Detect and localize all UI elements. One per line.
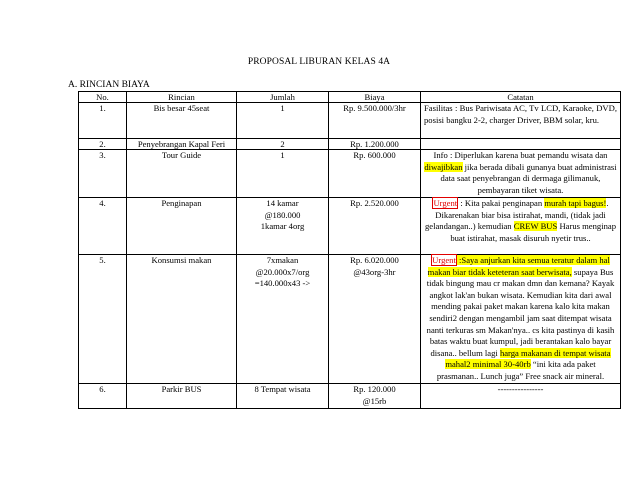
cell-no: 5.: [79, 255, 127, 384]
cell-rincian: Konsumsi makan: [127, 255, 237, 384]
jumlah-line: =140.000x43 ->: [254, 278, 311, 289]
cell-catatan: Fasilitas : Bus Pariwisata AC, Tv LCD, Karaoke, DVD, posisi bangku 2-2, charger Driver, BBM solar, kru.: [421, 103, 621, 139]
biaya-line: Rp. 6.020.000: [350, 255, 399, 265]
cell-catatan: [421, 255, 621, 384]
highlight-text: diwajibkan: [424, 161, 463, 172]
jumlah-line: 7xmakan: [266, 255, 299, 265]
cell-rincian: Penyebrangan Kapal Feri: [127, 139, 237, 150]
cell-no: 1.: [79, 103, 127, 139]
cell-rincian: Bis besar 45seat: [127, 103, 237, 139]
cell-jumlah: 1: [237, 150, 329, 198]
cell-jumlah: 2: [237, 139, 329, 150]
cell-catatan: [421, 150, 621, 198]
cell-catatan: [421, 198, 621, 255]
cost-table: [78, 91, 621, 409]
page-title: PROPOSAL LIBURAN KELAS 4A: [247, 57, 391, 67]
table-row: [79, 384, 621, 409]
jumlah-line: 14 kamar: [266, 198, 299, 208]
highlight-text: :Saya anjurkan kita semua teratur dalam hal makan biar tidak keteteran saat berwisata,: [427, 255, 610, 277]
header-catatan: Catatan: [421, 92, 621, 103]
cell-jumlah: 1: [237, 103, 329, 139]
catatan-text: . Dikarenakan biar bisa istirahat, mandi, (tidak jadi gelandangan..) kemudian: [424, 198, 609, 232]
cell-catatan: ----------------: [421, 384, 621, 409]
catatan-text: Info : Diperlukan karena buat pemandu wisata dan: [433, 150, 608, 160]
cell-no: 3.: [79, 150, 127, 198]
cell-no: 6.: [79, 384, 127, 409]
cell-jumlah: [237, 255, 329, 384]
cell-biaya: [329, 384, 421, 409]
catatan-text: : Kita pakai penginapan: [458, 198, 545, 208]
cell-biaya: Rp. 600.000: [329, 150, 421, 198]
table-row: [79, 150, 621, 198]
header-jumlah: Jumlah: [237, 92, 329, 103]
highlight-text: murah tapi bagus!: [544, 198, 607, 208]
highlight-text: CREW BUS: [513, 221, 558, 232]
table-row: [79, 103, 621, 139]
cell-jumlah: 8 Tempat wisata: [237, 384, 329, 409]
cell-rincian: Penginapan: [127, 198, 237, 255]
catatan-text: supaya Bus tidak bingung mau cr makan dmn dan kemana? Kayak angkot lak'an bukan wisata. Kemudian kita dari awal mending pakai paket makan karena kalo kita makan sendiri2 dengan mengambil jam saat ditempat wisata nanti terkuras sm Makan'nya.. cs kita pastinya di kasih batas waktu buat kumpul, jadi berantakan kalo bayar disana.. bellum lagi: [426, 266, 615, 358]
cell-rincian: Tour Guide: [127, 150, 237, 198]
urgent-badge: Urgent: [433, 198, 458, 208]
header-biaya: Biaya: [329, 92, 421, 103]
header-rincian: Rincian: [127, 92, 237, 103]
catatan-text: “ini kita ada paket prasmanan.. Lunch juga” Free snack air mineral.: [436, 359, 605, 381]
table-row: [79, 198, 621, 255]
table-row: [79, 255, 621, 384]
table-row: [79, 139, 621, 150]
catatan-text: jika berada dibali gunanya buat administrasi data saat penyebrangan di dermaga gilimanuk, pembayaran tiket wisata.: [440, 161, 617, 195]
jumlah-line: @20.000x7/org: [255, 266, 310, 277]
cell-biaya: Rp. 9.500.000/3hr: [329, 103, 421, 139]
section-heading: A. RINCIAN BIAYA: [68, 80, 150, 90]
header-no: No.: [79, 92, 127, 103]
jumlah-line: 1kamar 4org: [260, 221, 305, 232]
biaya-line: @43org-3hr: [353, 266, 396, 277]
cell-no: 4.: [79, 198, 127, 255]
cell-no: 2.: [79, 139, 127, 150]
cell-rincian: Parkir BUS: [127, 384, 237, 409]
cell-catatan: [421, 139, 621, 150]
table-header-row: [79, 92, 621, 103]
biaya-line: @15rb: [362, 395, 387, 406]
highlight-text: harga makanan di tempat wisata mahal2 minimal 30-40rb: [445, 347, 611, 370]
catatan-text: Harus menginap buat istirahat, masak disuruh nyetir trus..: [450, 221, 617, 243]
cell-biaya: Rp. 2.520.000: [329, 198, 421, 255]
cell-biaya: Rp. 1.200.000: [329, 139, 421, 150]
cell-jumlah: [237, 198, 329, 255]
biaya-line: Rp. 120.000: [353, 384, 396, 394]
urgent-badge: Urgent: [432, 255, 456, 265]
cell-biaya: [329, 255, 421, 384]
jumlah-line: @180.000: [264, 209, 301, 220]
